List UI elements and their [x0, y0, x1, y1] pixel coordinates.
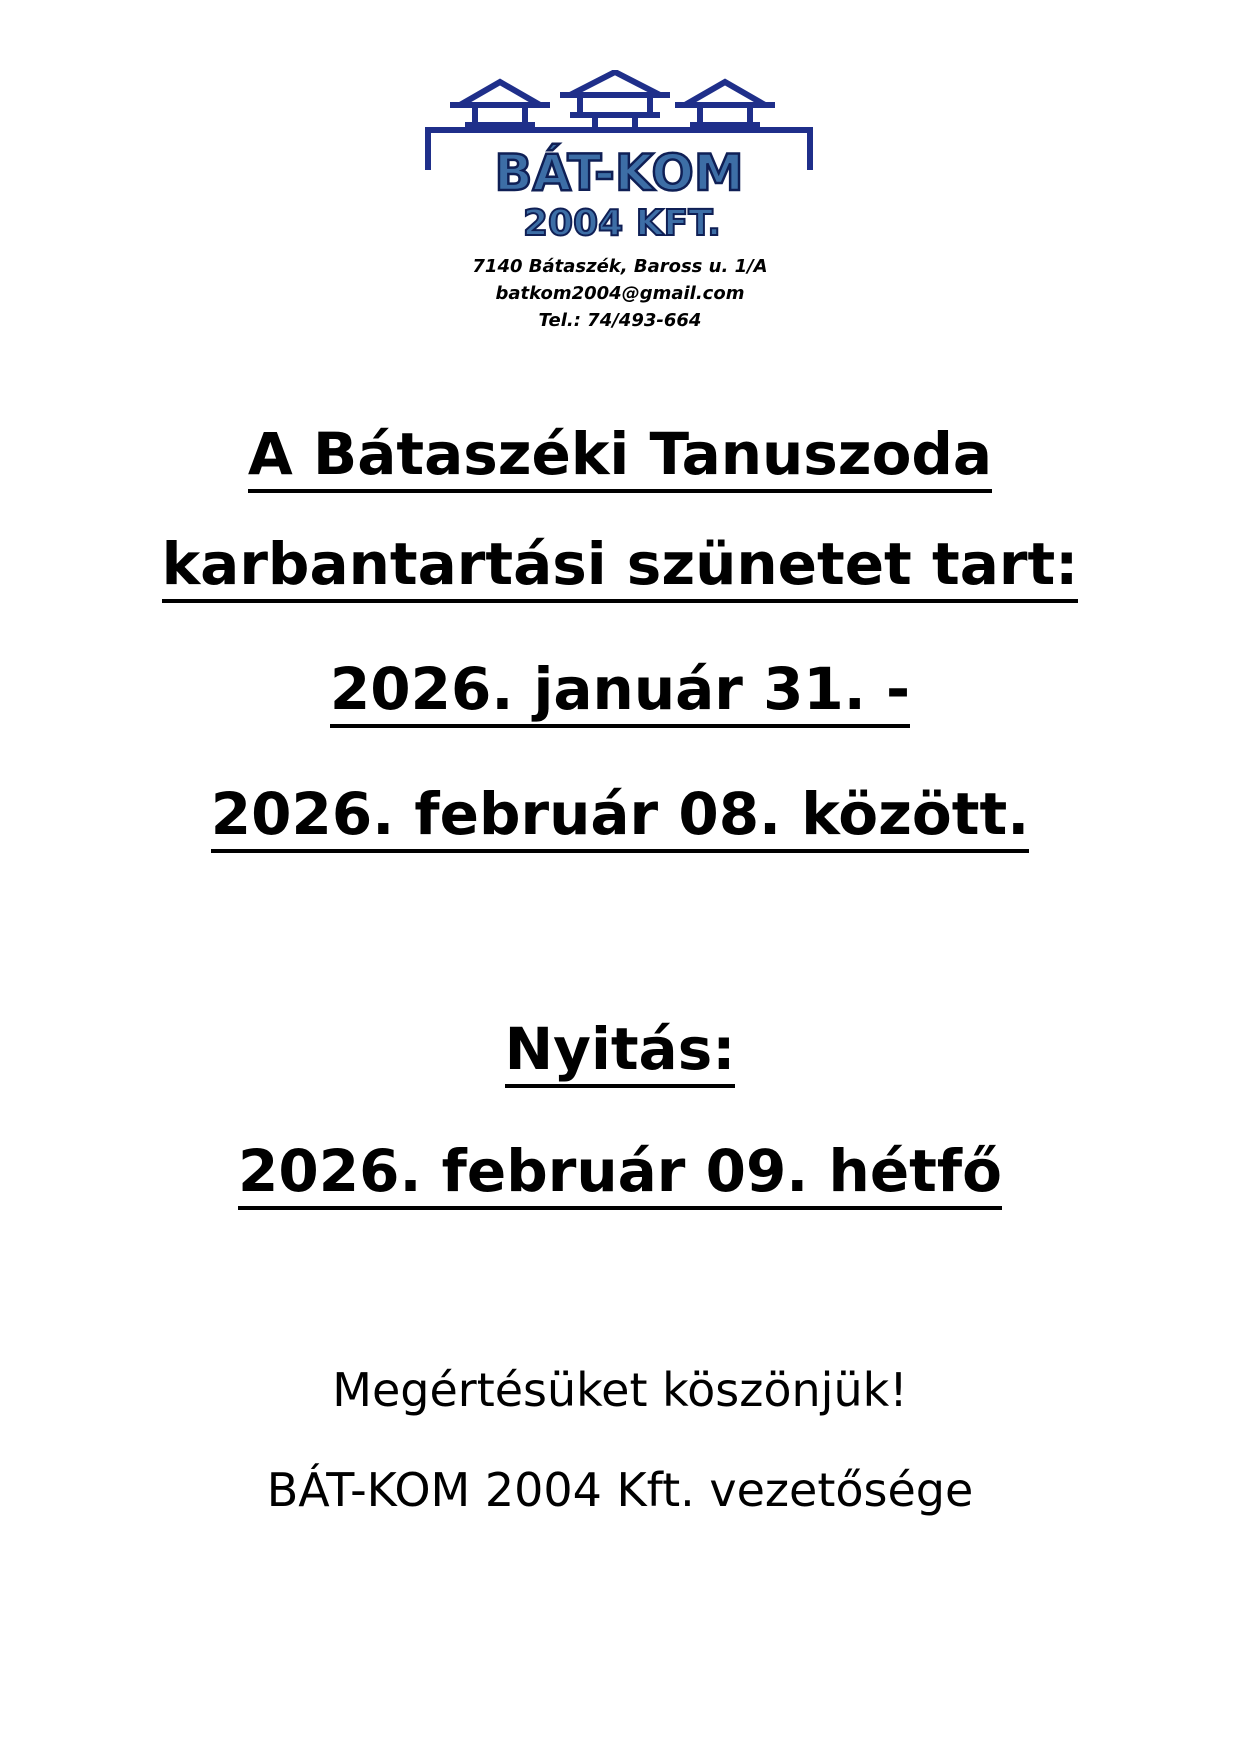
contact-email: batkom2004@gmail.com [495, 283, 745, 304]
notice-line-4-text: 2026. február 08. között. [211, 781, 1029, 853]
opening-date-text: 2026. február 09. hétfő [238, 1138, 1002, 1210]
contact-phone: Tel.: 74/493-664 [538, 310, 702, 331]
closing-signature: BÁT-KOM 2004 Kft. vezetősége [266, 1463, 974, 1517]
notice-line-3-text: 2026. január 31. - [330, 656, 910, 728]
notice-line-4 [0, 780, 1240, 853]
opening-label-text: Nyitás: [505, 1016, 736, 1088]
contact-block [0, 253, 1240, 334]
logo-company-name: BÁT-KOM [494, 144, 744, 202]
notice-line-1-text: A Bátaszéki Tanuszoda [248, 421, 992, 493]
logo-graphic [420, 70, 820, 260]
notice-line-2-text: karbantartási szünetet tart: [162, 531, 1079, 603]
company-logo [420, 70, 820, 260]
closing-thanks: Megértésüket köszönjük! [332, 1363, 908, 1417]
opening-date [0, 1137, 1240, 1210]
notice-line-1 [0, 420, 1240, 493]
opening-label [0, 1015, 1240, 1088]
notice-line-3 [0, 655, 1240, 728]
logo-company-suffix: 2004 KFT. [523, 203, 721, 244]
notice-line-2 [0, 530, 1240, 603]
contact-address: 7140 Bátaszék, Baross u. 1/A [472, 256, 768, 277]
